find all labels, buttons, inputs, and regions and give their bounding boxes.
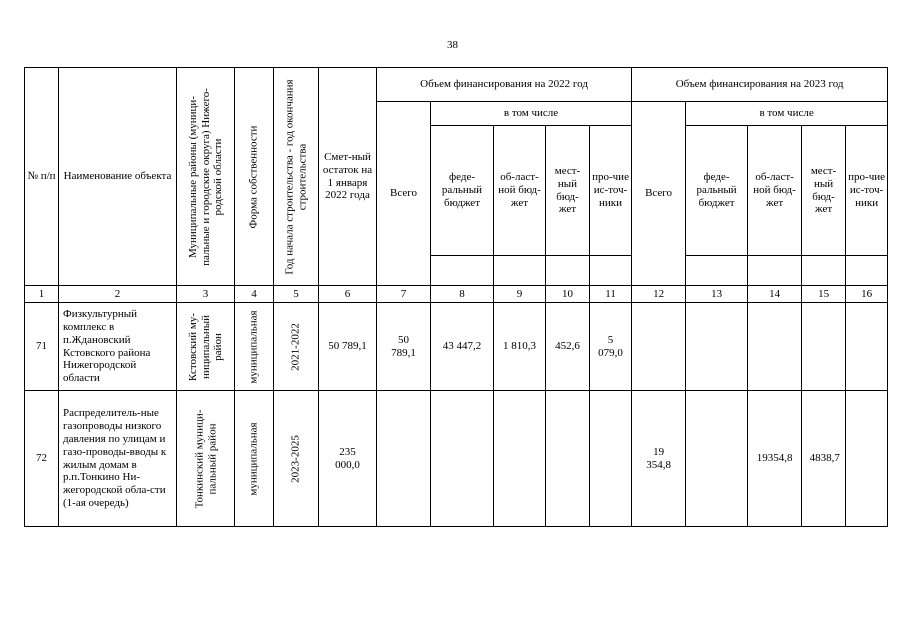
header-fin-2023: Объем финансирования на 2023 год (632, 68, 888, 102)
header-name: Наименование объекта (59, 68, 177, 286)
row-local-2023-text: 4838,7 (809, 452, 840, 465)
header-ownership-text: Форма собственности (247, 125, 260, 228)
row-no: 72 (25, 391, 59, 527)
column-number: 6 (319, 286, 377, 303)
row-balance (319, 391, 377, 527)
header-districts (177, 68, 235, 286)
row-regional-2023: 19354,8 (748, 391, 802, 527)
row-other-2023 (846, 303, 888, 391)
header-spacer (748, 256, 802, 286)
column-number: 12 (632, 286, 686, 303)
row-no: 71 (25, 303, 59, 391)
header-fin-2022: Объем финансирования на 2022 год (377, 68, 632, 102)
row-total-2023 (632, 303, 686, 391)
header-balance: Смет-ный остаток на 1 января 2022 года (319, 68, 377, 286)
header-years (274, 68, 319, 286)
row-total-2022-text: 50 789,1 (391, 333, 416, 359)
header-local-2022: мест-ный бюд-жет (546, 126, 590, 256)
column-number: 14 (748, 286, 802, 303)
row-regional-2022 (494, 391, 546, 527)
row-local-2023 (802, 391, 846, 527)
header-spacer (431, 256, 494, 286)
column-number: 4 (235, 286, 274, 303)
column-number: 7 (377, 286, 431, 303)
header-spacer (802, 256, 846, 286)
row-name: Физкультурный комплекс в п.Ждановский Кстовского района Нижегородской области (59, 303, 177, 391)
header-years-text: Год начала строительства - год окончания строительства (283, 78, 308, 275)
row-federal-2022 (431, 391, 494, 527)
header-including-2023: в том числе (686, 102, 888, 126)
row-balance-text: 235 000,0 (335, 445, 360, 471)
row-regional-2023 (748, 303, 802, 391)
column-number: 2 (59, 286, 177, 303)
column-number: 10 (546, 286, 590, 303)
row-ownership (235, 391, 274, 527)
column-number: 1 (25, 286, 59, 303)
header-spacer (546, 256, 590, 286)
row-years-text: 2021-2022 (289, 322, 302, 371)
header-row-1 (25, 68, 888, 102)
table-row (25, 391, 888, 527)
row-other-2023 (846, 391, 888, 527)
row-years (274, 303, 319, 391)
column-number: 8 (431, 286, 494, 303)
financing-table (24, 67, 888, 527)
row-total-2023 (632, 391, 686, 527)
row-years-text: 2023-2025 (289, 434, 302, 483)
column-number: 16 (846, 286, 888, 303)
row-total-2023-text: 19 354,8 (646, 445, 671, 471)
header-regional-2023: об-ласт-ной бюд-жет (748, 126, 802, 256)
row-district (177, 303, 235, 391)
row-local-2022 (546, 391, 590, 527)
row-local-2022: 452,6 (546, 303, 590, 391)
row-federal-2023 (686, 391, 748, 527)
header-other-2022: про-чие ис-точ-ники (590, 126, 632, 256)
header-spacer (686, 256, 748, 286)
row-total-2022 (377, 303, 431, 391)
row-federal-2023 (686, 303, 748, 391)
column-number: 11 (590, 286, 632, 303)
header-spacer (590, 256, 632, 286)
row-other-2022 (590, 391, 632, 527)
header-ownership (235, 68, 274, 286)
row-name: Распределитель-ные газопроводы низкого давления по улицам и газо-проводы-вводы к жилым домам в р.п.Тонкино Ни-жегородской обла-сти (1-ая очередь) (59, 391, 177, 527)
header-regional-2022: об-ласт-ной бюд-жет (494, 126, 546, 256)
header-federal-2023: феде-ральный бюджет (686, 126, 748, 256)
header-no: № п/п (25, 68, 59, 286)
header-spacer (494, 256, 546, 286)
row-district-text: Кстовский му-ниципальный район (186, 312, 224, 381)
column-number: 3 (177, 286, 235, 303)
header-including-2022: в том числе (431, 102, 632, 126)
row-federal-2022: 43 447,2 (431, 303, 494, 391)
row-ownership-text: муниципальная (247, 421, 260, 496)
column-number: 9 (494, 286, 546, 303)
header-other-2023: про-чие ис-точ-ники (846, 126, 888, 256)
column-number-row (25, 286, 888, 303)
row-district-text: Тонкинский муници-пальный район (192, 409, 218, 508)
row-other-2022 (590, 303, 632, 391)
column-number: 15 (802, 286, 846, 303)
column-number: 13 (686, 286, 748, 303)
row-local-2023 (802, 303, 846, 391)
row-ownership (235, 303, 274, 391)
header-spacer (846, 256, 888, 286)
column-number: 5 (274, 286, 319, 303)
row-years (274, 391, 319, 527)
header-local-2023: мест-ный бюд-жет (802, 126, 846, 256)
row-balance: 50 789,1 (319, 303, 377, 391)
header-federal-2022: феде-ральный бюджет (431, 126, 494, 256)
row-total-2022 (377, 391, 431, 527)
row-other-2022-text: 5 079,0 (598, 333, 623, 359)
row-district (177, 391, 235, 527)
page-number: 38 (447, 39, 458, 51)
header-total-2022: Всего (377, 102, 431, 286)
header-districts-text: Муниципальные районы (муници-пальные и городские округа) Нижего-родской области (186, 87, 224, 266)
row-ownership-text: муниципальная (247, 309, 260, 384)
table-row (25, 303, 888, 391)
header-total-2023: Всего (632, 102, 686, 286)
row-regional-2022: 1 810,3 (494, 303, 546, 391)
